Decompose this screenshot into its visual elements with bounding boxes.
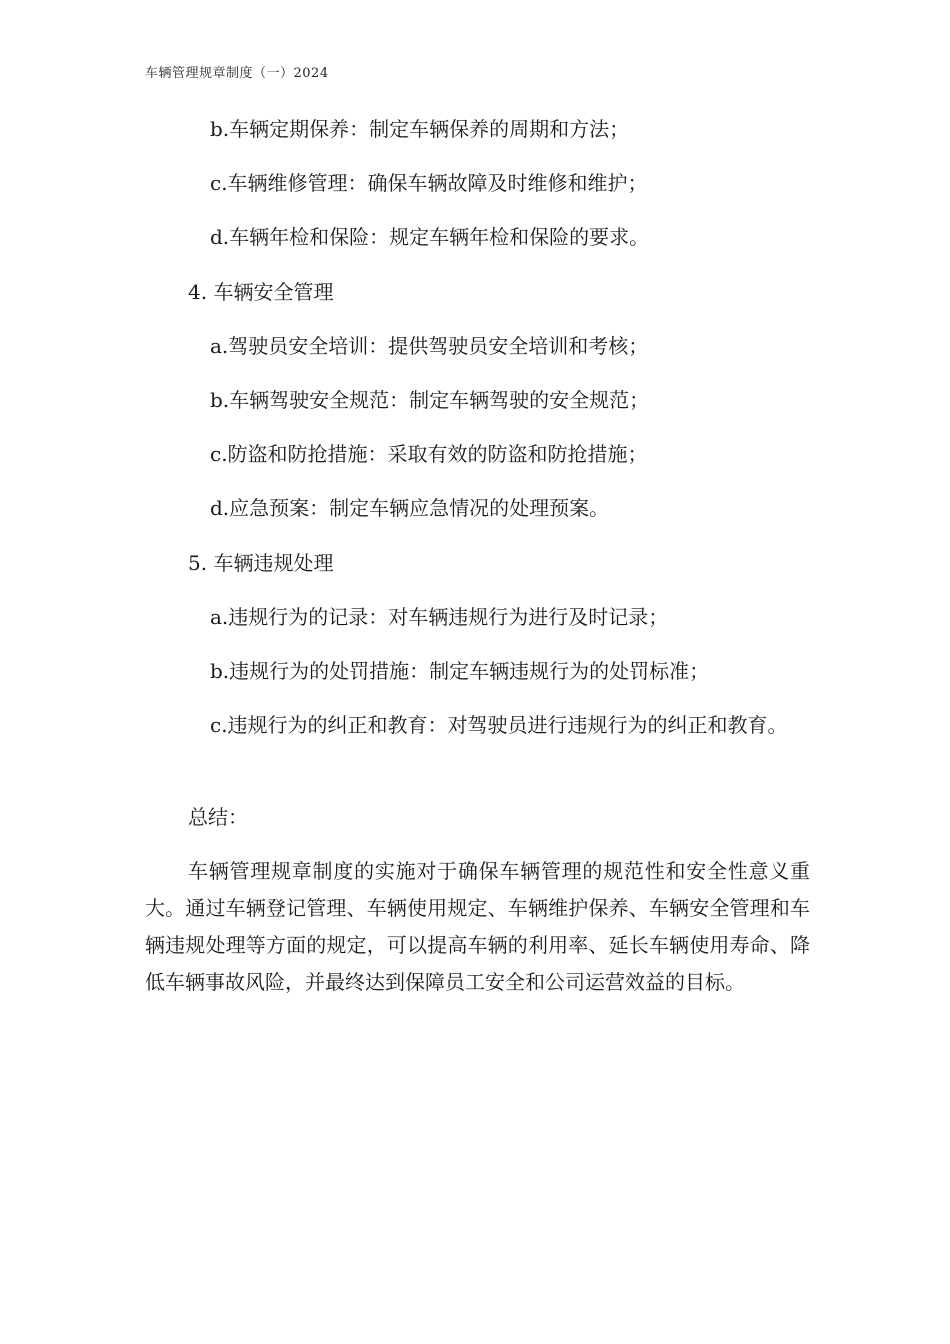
list-item: d.应急预案：制定车辆应急情况的处理预案。 xyxy=(210,496,610,520)
running-header: 车辆管理规章制度（一）2024 xyxy=(145,66,329,81)
list-item: d.车辆年检和保险：规定车辆年检和保险的要求。 xyxy=(210,225,650,249)
list-item: a.违规行为的记录：对车辆违规行为进行及时记录； xyxy=(210,605,669,629)
section-heading: 5. 车辆违规处理 xyxy=(188,551,334,575)
summary-paragraph: 车辆管理规章制度的实施对于确保车辆管理的规范性和安全性意义重大。通过车辆登记管理、车辆使用规定、车辆维护保养、车辆安全管理和车辆违规处理等方面的规定，可以提高车辆的利用率、延长车辆使用寿命、降低车辆事故风险，并最终达到保障员工安全和公司运营效益的目标。 xyxy=(145,859,810,994)
list-item: c.违规行为的纠正和教育：对驾驶员进行违规行为的纠正和教育。 xyxy=(210,713,788,737)
list-item: b.违规行为的处罚措施：制定车辆违规行为的处罚标准； xyxy=(210,659,710,683)
summary-heading: 总结： xyxy=(188,805,248,829)
list-item: a.驾驶员安全培训：提供驾驶员安全培训和考核； xyxy=(210,334,649,358)
section-heading: 4. 车辆安全管理 xyxy=(188,280,334,304)
list-item: c.防盗和防抢措施：采取有效的防盗和防抢措施； xyxy=(210,442,648,466)
list-item: c.车辆维修管理：确保车辆故障及时维修和维护； xyxy=(210,171,648,195)
list-item: b.车辆驾驶安全规范：制定车辆驾驶的安全规范； xyxy=(210,388,650,412)
list-item: b.车辆定期保养：制定车辆保养的周期和方法； xyxy=(210,117,630,141)
